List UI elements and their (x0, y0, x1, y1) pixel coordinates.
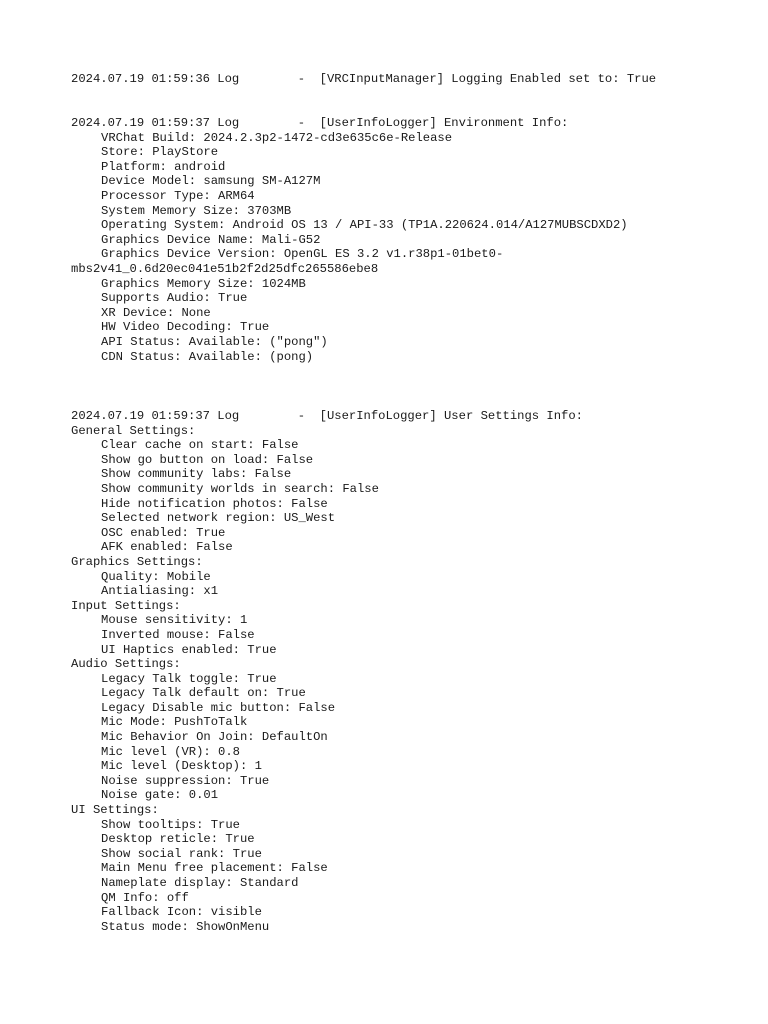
setting-item: Clear cache on start: False (101, 438, 299, 453)
setting-item: Nameplate display: Standard (101, 876, 299, 890)
section-title-general: General Settings: (71, 423, 196, 438)
setting-item: Desktop reticle: True (101, 832, 255, 847)
env-line-audio: Supports Audio: True (101, 291, 248, 306)
log-entry-header: 2024.07.19 01:59:36 Log - [VRCInputManager] Logging Enabled set to: True (71, 72, 657, 86)
setting-item: Hide notification photos: False (101, 496, 328, 511)
env-line-gpu-version: Graphics Device Version: OpenGL ES 3.2 v1.r38p1-01bet0- (101, 247, 504, 262)
section-title-audio: Audio Settings: (71, 657, 181, 672)
env-line-hw-video: HW Video Decoding: True (101, 320, 270, 335)
env-line-processor: Processor Type: ARM64 (101, 188, 255, 203)
setting-item: Show tooltips: True (101, 817, 240, 832)
section-title-graphics: Graphics Settings: (71, 554, 203, 569)
setting-item: Legacy Talk toggle: True (101, 671, 277, 686)
setting-item: Mic level (Desktop): 1 (101, 759, 262, 774)
setting-item: Mic Behavior On Join: DefaultOn (101, 730, 328, 745)
setting-item: Show community worlds in search: False (101, 481, 379, 496)
env-line-build: VRChat Build: 2024.2.3p2-1472-cd3e635c6e-Release (101, 130, 453, 145)
setting-item: AFK enabled: False (101, 540, 233, 555)
env-line-xr-device: XR Device: None (101, 305, 211, 320)
setting-item: Antialiasing: x1 (101, 584, 219, 599)
env-line-gpu-memory: Graphics Memory Size: 1024MB (101, 276, 306, 291)
section-title-ui: UI Settings: (71, 803, 159, 818)
setting-item: Legacy Disable mic button: False (101, 700, 336, 715)
setting-item: Noise gate: 0.01 (101, 788, 219, 803)
setting-item: Mic level (VR): 0.8 (101, 744, 240, 759)
section-title-input: Input Settings: (71, 598, 181, 613)
setting-item: Fallback Icon: visible (101, 905, 262, 920)
env-line-memory: System Memory Size: 3703MB (101, 203, 292, 218)
env-line-os: Operating System: Android OS 13 / API-33 (TP1A.220624.014/A127MUBSCDXD2) (101, 218, 628, 233)
setting-item: Show go button on load: False (101, 452, 314, 467)
setting-item: Legacy Talk default on: True (101, 686, 306, 701)
setting-item: Quality: Mobile (101, 569, 211, 584)
setting-item: Selected network region: US_West (101, 511, 336, 526)
setting-item: Mic Mode: PushToTalk (101, 715, 248, 730)
log-entry-input-manager (71, 72, 721, 87)
log-entry-environment-info (71, 116, 721, 364)
setting-item: Noise suppression: True (101, 773, 270, 788)
env-line-api-status: API Status: Available: ("pong") (101, 334, 328, 349)
setting-item: Mouse sensitivity: 1 (101, 613, 248, 628)
env-line-cdn-status: CDN Status: Available: (pong) (101, 349, 314, 364)
setting-item: Show community labs: False (101, 467, 292, 482)
env-line-device-model: Device Model: samsung SM-A127M (101, 174, 321, 189)
setting-item: OSC enabled: True (101, 525, 226, 540)
setting-item: Main Menu free placement: False (101, 861, 328, 876)
env-line-platform: Platform: android (101, 159, 226, 174)
setting-item: Inverted mouse: False (101, 627, 255, 642)
setting-item: UI Haptics enabled: True (101, 642, 277, 657)
log-entry-header: 2024.07.19 01:59:37 Log - [UserInfoLogger] Environment Info: (71, 116, 569, 130)
log-entry-header: 2024.07.19 01:59:37 Log - [UserInfoLogger] User Settings Info: (71, 409, 583, 423)
env-line-gpu-version-wrap: mbs2v41_0.6d20ec041e51b2f2d25dfc265586ebe8 (71, 261, 379, 276)
setting-item: QM Info: off (101, 890, 189, 905)
setting-item: Status mode: ShowOnMenu (101, 919, 270, 934)
env-line-gpu-name: Graphics Device Name: Mali-G52 (101, 232, 321, 247)
env-line-store: Store: PlayStore (101, 145, 219, 160)
log-entry-user-settings (71, 409, 721, 934)
setting-item: Show social rank: True (101, 846, 262, 861)
